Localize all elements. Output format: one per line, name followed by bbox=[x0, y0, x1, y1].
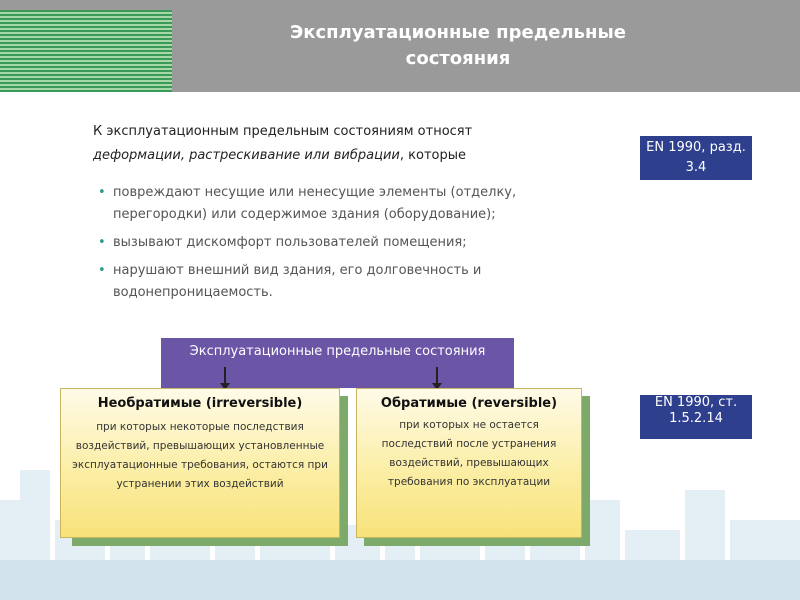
slide-header bbox=[0, 0, 800, 92]
arrow-down-icon bbox=[436, 367, 438, 384]
header-stripes-decoration bbox=[0, 10, 172, 92]
arrow-down-icon bbox=[224, 367, 226, 384]
bullet-list bbox=[98, 182, 578, 310]
irreversible-title: Необратимые (irreversible) bbox=[97, 396, 303, 411]
bullet-item: • вызывают дискомфорт пользователей помещения; bbox=[98, 232, 578, 254]
slide-title-text: Эксплуатационные предельные состояния bbox=[290, 22, 626, 69]
irreversible-text: при которых некоторые последствия воздействий, превышающих установленные эксплуатационные требования, остаются при устранении этих воздействий bbox=[72, 421, 328, 490]
intro-paragraph bbox=[93, 120, 573, 168]
reversible-card bbox=[356, 388, 582, 538]
reference-box-en1990-3-4: EN 1990, разд. 3.4 bbox=[640, 136, 752, 180]
bullet-item: • повреждают несущие или ненесущие элементы (отделку, перегородки) или содержимое здания (оборудование); bbox=[98, 182, 578, 226]
intro-italic: деформации, растрескивание или вибрации bbox=[93, 148, 400, 163]
intro-line2 bbox=[93, 144, 573, 168]
intro-line1: К эксплуатационным предельным состояниям относят bbox=[93, 124, 473, 139]
slide-title bbox=[172, 0, 800, 92]
diagram-main-box: Эксплуатационные предельные состояния bbox=[161, 338, 514, 388]
reversible-text: при которых не остается последствий после устранения воздействий, превышающих требования по эксплуатации bbox=[381, 419, 557, 488]
bullet-item: • нарушают внешний вид здания, его долговечность и водонепроницаемость. bbox=[98, 260, 578, 304]
reference-box-en1990-1-5-2-14: EN 1990, ст. 1.5.2.14 bbox=[640, 395, 752, 439]
intro-suffix: , которые bbox=[399, 148, 466, 163]
irreversible-card bbox=[60, 388, 340, 538]
reversible-title: Обратимые (reversible) bbox=[380, 396, 558, 411]
